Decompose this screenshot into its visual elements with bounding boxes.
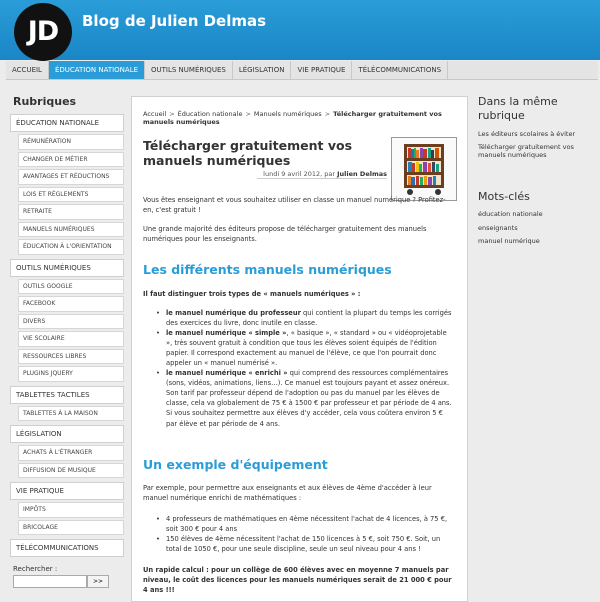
conclusion-paragraph: Un rapide calcul : pour un collège de 600 élèves avec en moyenne 7 manuels par niveau, le coût des licences pour les manuels numériques serait de 21 000 € pour 4 ans !!! (143, 566, 452, 595)
list-item-text: , « basique », « standard » ou « vidéoprojetable », très souvent gratuit à condition que tous les élèves soient équipés de l'édition papier. Il correspond exactement au manuel de l'élève, ce que l'on pourrait donc appeler un « manuel numérisé ». (166, 329, 447, 368)
article-panel (131, 96, 468, 602)
subcategory-ressources-libres[interactable]: RESSOURCES LIBRES (18, 349, 124, 365)
article-author[interactable]: Julien Delmas (337, 170, 387, 178)
tag-links (478, 210, 593, 245)
nav-item-legislation[interactable]: LÉGISLATION (233, 61, 292, 79)
nav-item-education-nationale[interactable]: ÉDUCATION NATIONALE (49, 61, 145, 79)
subcategory-impots[interactable]: IMPÔTS (18, 502, 124, 518)
subcategory-plugins-jquery[interactable]: PLUGINS JQUERY (18, 366, 124, 382)
article-meta (257, 170, 387, 179)
subcategory-diffusion-de-musique[interactable]: DIFFUSION DE MUSIQUE (18, 463, 124, 479)
breadcrumb-separator: > (169, 110, 175, 118)
subcategory-divers[interactable]: DIVERS (18, 314, 124, 330)
main-nav (6, 61, 598, 80)
subcategory-outils-google[interactable]: OUTILS GOOGLE (18, 279, 124, 295)
subcategory-achats-a-l-etranger[interactable]: ACHATS À L'ÉTRANGER (18, 445, 124, 461)
subcategory-list (18, 406, 124, 422)
related-link[interactable]: Les éditeurs scolaires à éviter (478, 129, 576, 138)
section-lead-types: Il faut distinguer trois types de « manuels numériques » : (143, 290, 361, 298)
search-input[interactable] (13, 575, 87, 588)
article-by: , par (320, 170, 336, 178)
related-links (478, 130, 593, 160)
example-list (154, 514, 454, 554)
subcategory-changer-de-metier[interactable]: CHANGER DE MÉTIER (18, 152, 124, 168)
breadcrumb-separator: > (245, 110, 251, 118)
category-education-nationale[interactable]: ÉDUCATION NATIONALE (10, 114, 124, 132)
list-item-term: le manuel numérique « simple » (166, 329, 287, 338)
article-date: lundi 9 avril 2012 (263, 170, 321, 178)
site-logo[interactable]: JD (14, 3, 72, 61)
category-tablettes-tactiles[interactable]: TABLETTES TACTILES (10, 386, 124, 404)
breadcrumb-link[interactable]: Accueil (143, 110, 167, 118)
article-title: Télécharger gratuitement vos manuels numériques (143, 138, 353, 168)
subcategory-tablettes-a-la-maison[interactable]: TABLETTES À LA MAISON (18, 406, 124, 422)
sidebar-heading: Rubriques (13, 95, 77, 108)
category-group (10, 114, 124, 255)
search-label: Rechercher : (13, 565, 58, 573)
subcategory-manuels-numeriques[interactable]: MANUELS NUMÉRIQUES (18, 222, 124, 238)
related-heading: Dans la même rubrique (478, 95, 558, 123)
list-item (154, 308, 454, 328)
category-group (10, 386, 124, 422)
list-item: • 150 élèves de 4ème nécessitent l'achat de 150 licences à 5 €, soit 750 €. Soit, un total de 1050 €, pour une seule discipline, seule un seul niveau pour 4 ans ! (154, 534, 454, 554)
subcategory-facebook[interactable]: FACEBOOK (18, 296, 124, 312)
breadcrumb-current: Télécharger gratuitement vos manuels numériques (143, 110, 442, 127)
category-outils-numeriques[interactable]: OUTILS NUMÉRIQUES (10, 259, 124, 277)
category-group (10, 539, 124, 557)
breadcrumb (143, 110, 443, 127)
category-group (10, 425, 124, 478)
subcategory-remuneration[interactable]: RÉMUNÉRATION (18, 134, 124, 150)
category-legislation[interactable]: LÉGISLATION (10, 425, 124, 443)
subcategory-education-a-l-orientation[interactable]: ÉDUCATION À L'ORIENTATION (18, 239, 124, 255)
list-item (154, 368, 454, 428)
category-telecommunications[interactable]: TÉLÉCOMMUNICATIONS (10, 539, 124, 557)
category-list (10, 114, 124, 557)
section-heading-types: Les différents manuels numériques (143, 262, 392, 277)
list-item: • 4 professeurs de mathématiques en 4ème nécessitent l'achat de 4 licences, à 75 €, soit 300 € pour 4 ans (154, 514, 454, 534)
section-heading-example: Un exemple d'équipement (143, 457, 328, 472)
manual-types-list (154, 308, 454, 429)
subcategory-list (18, 502, 124, 535)
site-header (0, 0, 600, 60)
list-item (154, 328, 454, 368)
left-sidebar (10, 95, 124, 588)
subcategory-list (18, 445, 124, 478)
category-vie-pratique[interactable]: VIE PRATIQUE (10, 482, 124, 500)
search-submit-button[interactable]: >> (87, 575, 109, 588)
list-item-term: le manuel numérique « enrichi » (166, 369, 288, 378)
right-sidebar (478, 95, 593, 251)
tag-link[interactable]: éducation nationale (478, 210, 543, 219)
nav-item-vie-pratique[interactable]: VIE PRATIQUE (291, 61, 352, 79)
subcategory-bricolage[interactable]: BRICOLAGE (18, 520, 124, 536)
subcategory-list (18, 134, 124, 255)
category-group (10, 482, 124, 535)
intro-paragraph-2: Une grande majorité des éditeurs propose de télécharger gratuitement des manuels numériques pour les enseignants. (143, 225, 427, 244)
subcategory-lois-et-reglements[interactable]: LOIS ET RÈGLEMENTS (18, 187, 124, 203)
nav-item-outils-numeriques[interactable]: OUTILS NUMÉRIQUES (145, 61, 233, 79)
tag-link[interactable]: enseignants (478, 223, 518, 232)
section-lead-example: Par exemple, pour permettre aux enseignants et aux élèves de 4ème d'accéder à leur manuel numérique enrichi de mathématiques : (143, 484, 432, 503)
subcategory-avantages-et-reductions[interactable]: AVANTAGES ET RÉDUCTIONS (18, 169, 124, 185)
list-item-text: qui contient la plupart du temps les corrigés des exercices du livre, donc inutile en classe. (166, 309, 452, 328)
bookshelf-cart-icon (391, 137, 457, 201)
related-link[interactable]: Télécharger gratuitement vos manuels numériques (478, 143, 574, 160)
search-form (13, 575, 124, 588)
nav-item-accueil[interactable]: ACCUEIL (6, 61, 49, 79)
subcategory-vie-scolaire[interactable]: VIE SCOLAIRE (18, 331, 124, 347)
tag-link[interactable]: manuel numérique (478, 237, 540, 246)
breadcrumb-link[interactable]: Éducation nationale (177, 110, 243, 118)
breadcrumb-separator: > (324, 110, 331, 118)
list-item-text: qui comprend des ressources complémentaires (sons, vidéos, animations, liens…). Ce manuel est toujours payant et assez onéreux. Son tarif par professeur dépend de l'adoption ou pas du manuel par les élèves de classe, cela va globalement de 75 € à 1500 € par professeur et par période de 4 ans. Si vous souhaitez permettre aux élèves d'y accéder, cela vous coûtera environ 5 € par élève et par période de 4 ans. (166, 369, 452, 428)
subcategory-list (18, 279, 124, 382)
subcategory-retraite[interactable]: RETRAITE (18, 204, 124, 220)
tags-heading: Mots-clés (478, 189, 530, 203)
intro-paragraph-1: Vous êtes enseignant et vous souhaitez utiliser en classe un manuel numérique ? Profitez-en, c'est gratuit ! (143, 196, 446, 215)
nav-item-telecommunications[interactable]: TÉLÉCOMMUNICATIONS (352, 61, 448, 79)
category-group (10, 259, 124, 382)
breadcrumb-link[interactable]: Manuels numériques (253, 110, 322, 118)
list-item-term: le manuel numérique du professeur (166, 309, 301, 317)
site-title[interactable]: Blog de Julien Delmas (82, 12, 267, 30)
